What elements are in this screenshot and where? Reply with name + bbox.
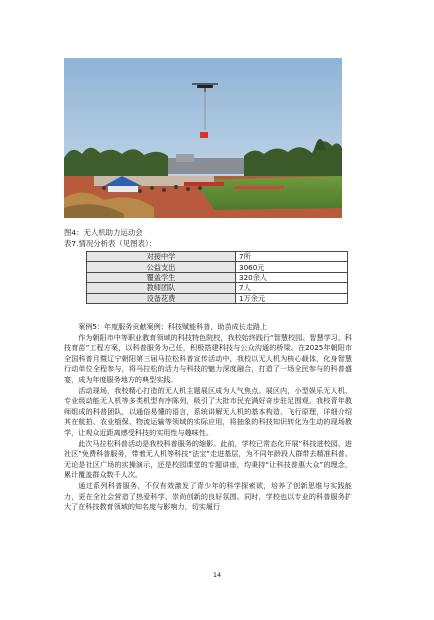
- row-label: 教师团队: [87, 283, 236, 293]
- case-heading: 案例5：年度服务贡献案例：科技赋能科普，助苗成长走路上: [78, 322, 268, 331]
- row-value: 7所: [236, 252, 348, 262]
- row-label: 覆盖学生: [87, 272, 236, 282]
- row-value: 320余人: [236, 272, 348, 282]
- table-row: [87, 272, 348, 282]
- table-row: [87, 283, 348, 293]
- row-value: 7人: [236, 283, 348, 293]
- row-value: 1万余元: [236, 293, 348, 303]
- table-row: [87, 252, 348, 262]
- row-label: 对接中学: [87, 252, 236, 262]
- paragraph: 作为朝阳市中等职业教育领域的科技特色院校，我校始终践行“智慧校园、智慧学习、科技育苗”工程方案，以科普服务为己任，积极搭建科技与公众沟通的桥梁。在2025年朝阳市全国科普月暨辽宁朝阳第三届马拉松科普宣传活动中，我校以无人机为核心载体，化身智慧行动单位全程参与，将马拉松的活力与科技的魅力深度融合，打造了一场全民参与的科普盛宴，成为年度服务地方的典型实践。: [64, 332, 352, 384]
- page-number: 14: [212, 571, 222, 579]
- table-row: [87, 293, 348, 303]
- paragraph: 活动现场，我校精心打造的无人机主题展区成为人气焦点。展区内，小型娱乐无人机、专业级动能无人机等多类机型有序陈列，吸引了大批市民充满好奇步驻足围观。我校青年教师组成的科普团队，以通俗易懂的语言，系统讲解无人机的基本构造、飞行原理，详细介绍其在航拍、农业植保、物流运输等领域的实际应用，将抽象的科技知识转化为生动的现场教学，让观众近距离感受科技的实用性与趣味性。: [64, 385, 352, 437]
- paragraph: 此次马拉松科普活动是我校科普服务的缩影。此前，学校已常态化开展“科技进校园、进社区”免费科普服务，带着无人机等科技“法宝”走进基层，为不同年龄段人群带去精准科普。无论是社区广场的实操演示，还是校园课堂的专题讲座，均秉持“让科技普惠大众”的理念，累计覆盖群众数千人次。: [64, 438, 352, 480]
- drone-sports-meet-photo: [64, 58, 342, 218]
- figure-caption: 图4：无人机助力运动会: [64, 228, 143, 237]
- article-body: [64, 322, 352, 513]
- row-label: 设备花费: [87, 293, 236, 303]
- table-caption: 表7.情况分析表（见图表）：: [64, 239, 157, 248]
- paragraph: 通过系列科普服务，不仅有效激发了青少年的科学探索欲，培养了创新思维与实践能力，更在全社会营造了热爱科学、崇尚创新的良好氛围。同时，学校也以专业的科普服务扩大了在科技教育领域的知名度与影响力，切实履行: [64, 480, 352, 512]
- photo-illustration: [64, 58, 342, 218]
- row-label: 公益支出: [87, 262, 236, 272]
- table-row: [87, 262, 348, 272]
- row-value: 3060元: [236, 262, 348, 272]
- situation-analysis-table: [86, 251, 348, 304]
